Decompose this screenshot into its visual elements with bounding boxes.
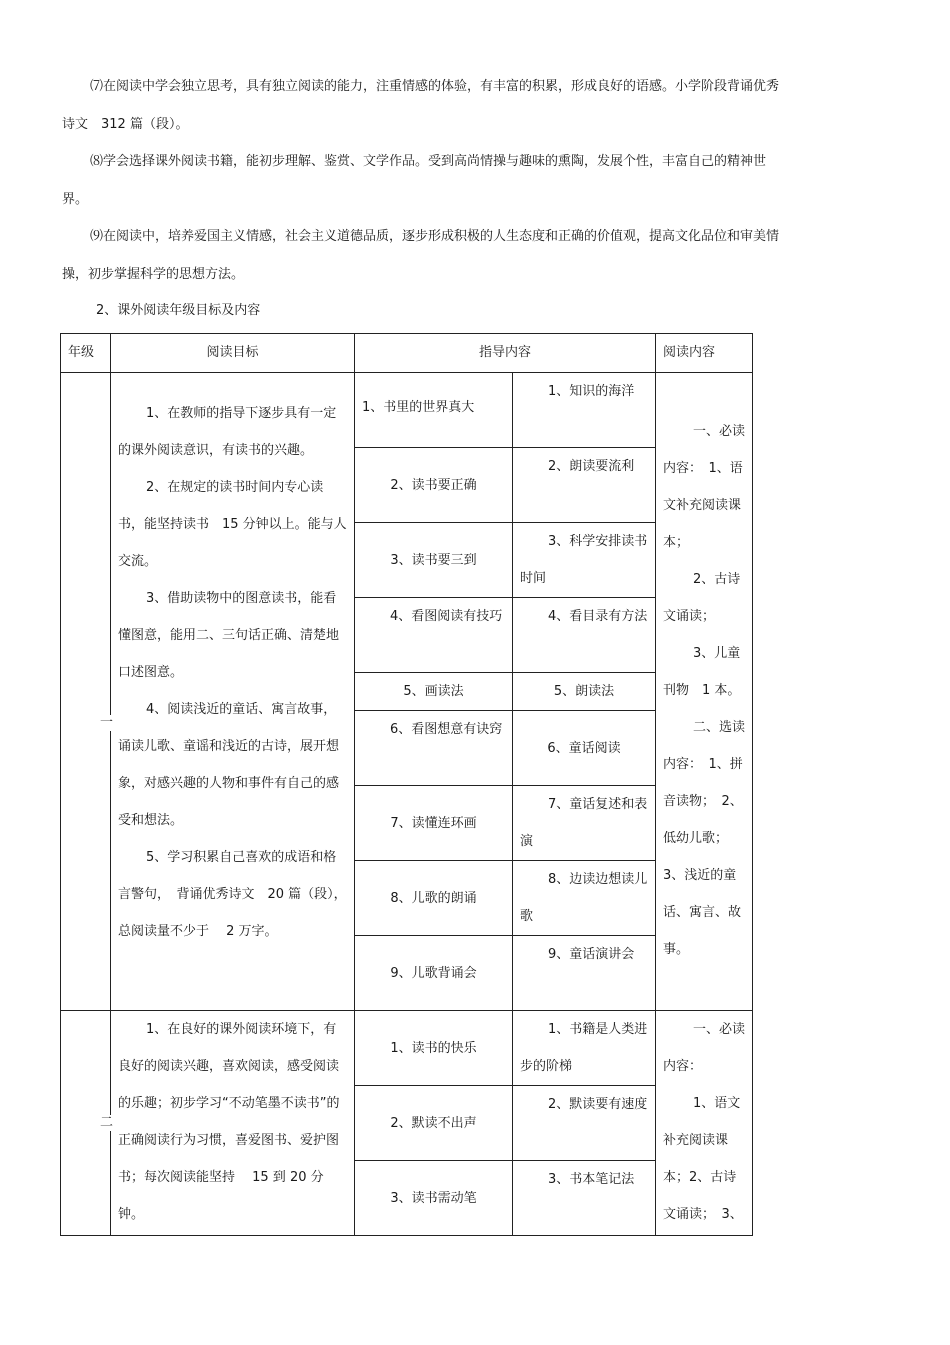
guidance-topic: 1、书里的世界真大 bbox=[355, 373, 513, 448]
grade-1-goal: 1、在教师的指导下逐步具有一定的课外阅读意识，有读书的兴趣。 bbox=[118, 406, 337, 458]
grade-1-label: 一 bbox=[100, 715, 114, 730]
guidance-topic bbox=[355, 598, 513, 673]
content-item: 1、语文补充阅读课本；2、古诗文诵读； 3、 bbox=[663, 1096, 743, 1222]
table-row bbox=[61, 1011, 753, 1086]
grade-1-goal: 2、在规定的读书时间内专心读书，能坚持读书 15 分钟以上。能与人交流。 bbox=[118, 480, 347, 569]
content-item: 一、必读内容： bbox=[663, 1022, 746, 1074]
guidance-topic: 1、读书的快乐 bbox=[355, 1011, 513, 1086]
guidance-topic: 3、读书要三到 bbox=[355, 523, 513, 598]
guidance-topic: 3、读书需动笔 bbox=[355, 1161, 513, 1236]
grade-2-content bbox=[656, 1011, 753, 1236]
guidance-subtopic: 6、童话阅读 bbox=[513, 711, 656, 786]
guidance-subtopic bbox=[513, 1011, 656, 1086]
guidance-topic-text: 6、看图想意有诀窍 bbox=[390, 722, 503, 737]
guidance-topic: 2、读书要正确 bbox=[355, 448, 513, 523]
grade-1-goal: 4、阅读浅近的童话、寓言故事，诵读儿歌、童谣和浅近的古诗，展开想象，对感兴趣的人物和事件有自己的感受和想法。 bbox=[118, 702, 340, 828]
paragraph-8: ⑻学会选择课外阅读书籍，能初步理解、鉴赏、文学作品。受到高尚情操与趣味的熏陶，发展个性，丰富自己的精神世界。 bbox=[62, 154, 767, 207]
guidance-topic: 9、儿歌背诵会 bbox=[355, 936, 513, 1011]
content-item: 二、选读内容： 1、拼音读物； 2、低幼儿歌；3、浅近的童话、寓言、故事。 bbox=[663, 720, 746, 957]
guidance-topic: 7、读懂连环画 bbox=[355, 786, 513, 861]
guidance-subtopic-text: 3、书本笔记法 bbox=[548, 1172, 635, 1187]
content-item: 2、古诗文诵读； bbox=[663, 572, 741, 624]
section-heading: 2、课外阅读年级目标及内容 bbox=[96, 303, 261, 318]
guidance-subtopic-text: 2、朗读要流利 bbox=[548, 459, 635, 474]
guidance-topic-text: 4、看图阅读有技巧 bbox=[390, 609, 503, 624]
header-guidance: 指导内容 bbox=[355, 334, 656, 373]
guidance-subtopic-text: 2、默读要有速度 bbox=[548, 1097, 648, 1112]
guidance-subtopic-text: 8、边读边想读儿歌 bbox=[520, 872, 648, 924]
guidance-subtopic bbox=[513, 786, 656, 861]
guidance-subtopic-text: 9、童话演讲会 bbox=[548, 947, 635, 962]
grade-2-goal: 1、在良好的课外阅读环境下，有良好的阅读兴趣，喜欢阅读，感受阅读的乐趣；初步学习“不动笔墨不读书”的正确阅读行为习惯，喜爱图书、爱护图书；每次阅读能坚持 15 到 20 分钟。 bbox=[118, 1022, 340, 1222]
header-grade: 年级 bbox=[61, 334, 111, 373]
grade-2-label: 二 bbox=[100, 1115, 114, 1130]
guidance-subtopic-text: 1、书籍是人类进步的阶梯 bbox=[520, 1022, 648, 1074]
grade-1-goal: 3、借助读物中的图意读书，能看懂图意，能用二、三句话正确、清楚地口述图意。 bbox=[118, 591, 340, 680]
grade-1-goals bbox=[111, 373, 355, 1011]
guidance-subtopic-text: 3、科学安排读书时间 bbox=[520, 534, 648, 586]
grade-2-cell bbox=[61, 1011, 114, 1236]
table-row bbox=[61, 373, 753, 448]
guidance-subtopic-text: 7、童话复述和表演 bbox=[520, 797, 648, 849]
guidance-subtopic bbox=[513, 523, 656, 598]
guidance-subtopic bbox=[513, 448, 656, 523]
grade-1-goal: 5、学习积累自己喜欢的成语和格言警句， 背诵优秀诗文 20 篇（段），总阅读量不少于 2 万字。 bbox=[118, 850, 347, 939]
guidance-subtopic-text: 1、知识的海洋 bbox=[548, 384, 635, 399]
table-header-row bbox=[61, 334, 753, 373]
guidance-topic bbox=[355, 711, 513, 786]
grade-1-content bbox=[656, 373, 753, 1011]
header-content: 阅读内容 bbox=[656, 334, 753, 373]
grade-1-cell bbox=[61, 373, 114, 1011]
guidance-topic: 5、画读法 bbox=[355, 673, 513, 711]
paragraph-9: ⑼在阅读中，培养爱国主义情感，社会主义道德品质，逐步形成积极的人生态度和正确的价值观，提高文化品位和审美情操，初步掌握科学的思想方法。 bbox=[62, 229, 780, 282]
guidance-subtopic: 5、朗读法 bbox=[513, 673, 656, 711]
guidance-topic: 2、默读不出声 bbox=[355, 1086, 513, 1161]
guidance-subtopic-text: 4、看目录有方法 bbox=[548, 609, 648, 624]
paragraph-7: ⑺在阅读中学会独立思考，具有独立阅读的能力，注重情感的体验，有丰富的积累，形成良好的语感。小学阶段背诵优秀诗文 312 篇（段）。 bbox=[62, 79, 780, 132]
guidance-subtopic bbox=[513, 1086, 656, 1161]
guidance-topic: 8、儿歌的朗诵 bbox=[355, 861, 513, 936]
guidance-subtopic bbox=[513, 373, 656, 448]
guidance-subtopic bbox=[513, 598, 656, 673]
reading-goals-table bbox=[60, 333, 753, 1236]
header-goal: 阅读目标 bbox=[111, 334, 355, 373]
guidance-subtopic bbox=[513, 861, 656, 936]
content-item: 一、必读内容： 1、语文补充阅读课本； bbox=[663, 424, 746, 550]
content-item: 3、儿童刊物 1 本。 bbox=[663, 646, 741, 698]
guidance-subtopic bbox=[513, 1161, 656, 1236]
guidance-subtopic bbox=[513, 936, 656, 1011]
grade-2-goals bbox=[111, 1011, 355, 1236]
